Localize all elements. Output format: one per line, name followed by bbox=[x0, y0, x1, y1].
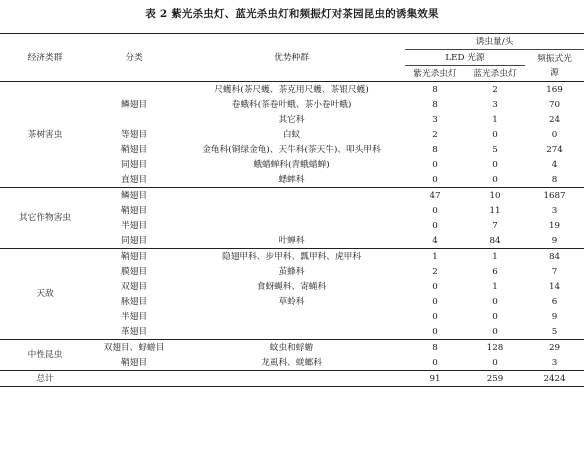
header-group: 经济类群 bbox=[0, 34, 90, 82]
table-caption: 表 2 紫光杀虫灯、蓝光杀虫灯和频振灯对茶园昆虫的诱集效果 bbox=[145, 8, 439, 20]
header-catch: 诱虫量/头 bbox=[405, 34, 584, 50]
blue-count: 0 bbox=[492, 159, 498, 170]
total-purple: 91 bbox=[405, 371, 465, 387]
family-cell: 食蚜蝇科、寄蝇科 bbox=[256, 281, 327, 292]
header-freq-line1: 频振式光 bbox=[537, 53, 572, 64]
family-cell bbox=[178, 188, 405, 204]
freq-count: 169 bbox=[546, 84, 563, 95]
freq-count: 24 bbox=[548, 114, 561, 125]
family-cell: 金龟科(铜绿金龟)、天牛科(茶天牛)、叩头甲科 bbox=[202, 144, 381, 155]
family-cell: 茧蜂科 bbox=[278, 266, 305, 277]
family-cell: 草蛉科 bbox=[278, 296, 305, 307]
purple-count: 2 bbox=[432, 266, 438, 277]
freq-count: 4 bbox=[551, 159, 558, 170]
blue-count: 2 bbox=[492, 84, 498, 95]
blue-count: 0 bbox=[465, 324, 525, 340]
family-cell: 叶蝉科 bbox=[178, 233, 405, 249]
order-cell: 等翅目 bbox=[120, 129, 148, 140]
table-body bbox=[0, 82, 584, 387]
purple-count: 0 bbox=[432, 281, 438, 292]
order-cell: 同翅目 bbox=[90, 233, 178, 249]
empty-cell bbox=[178, 371, 405, 387]
order-cell: 双翅目 bbox=[120, 281, 148, 292]
purple-count: 0 bbox=[432, 311, 438, 322]
blue-count: 5 bbox=[492, 144, 498, 155]
total-label: 总计 bbox=[0, 371, 90, 387]
family-cell: 其它科 bbox=[278, 114, 305, 125]
order-cell: 半翅目 bbox=[120, 220, 148, 231]
family-cell bbox=[178, 218, 405, 233]
order-cell: 鳞翅目 bbox=[120, 99, 148, 110]
blue-count: 6 bbox=[492, 266, 498, 277]
freq-count: 5 bbox=[525, 324, 584, 340]
order-cell: 鞘翅目 bbox=[120, 144, 148, 155]
purple-count: 8 bbox=[432, 342, 438, 353]
total-blue: 259 bbox=[465, 371, 525, 387]
purple-count: 4 bbox=[405, 233, 465, 249]
family-cell: 龙虱科、蜣螂科 bbox=[178, 355, 405, 371]
purple-count: 1 bbox=[432, 251, 438, 262]
purple-count: 0 bbox=[432, 220, 438, 231]
freq-count: 9 bbox=[551, 311, 558, 322]
total-freq: 2424 bbox=[525, 371, 584, 387]
blue-count: 11 bbox=[489, 205, 501, 216]
freq-count: 29 bbox=[548, 342, 561, 353]
order-cell: 鳞翅目 bbox=[120, 190, 148, 201]
family-cell: 蛾蜡蝉科(青蛾蜡蝉) bbox=[253, 159, 330, 170]
freq-count: 8 bbox=[525, 172, 584, 188]
blue-count: 0 bbox=[492, 296, 498, 307]
family-cell: 卷蛾科(茶卷叶蛾、茶小卷叶蛾) bbox=[231, 99, 352, 110]
purple-count: 0 bbox=[432, 159, 438, 170]
header-freq-line2: 源 bbox=[550, 67, 559, 78]
freq-count: 84 bbox=[548, 251, 561, 262]
group-name: 其它作物害虫 bbox=[0, 188, 90, 249]
freq-count: 1687 bbox=[543, 190, 566, 201]
blue-count: 84 bbox=[465, 233, 525, 249]
purple-count: 0 bbox=[432, 205, 438, 216]
freq-count: 70 bbox=[548, 99, 561, 110]
family-cell bbox=[178, 309, 405, 324]
freq-count: 3 bbox=[551, 205, 558, 216]
blue-count: 0 bbox=[492, 311, 498, 322]
purple-count: 8 bbox=[432, 84, 438, 95]
blue-count: 0 bbox=[465, 355, 525, 371]
family-cell: 蚊虫和蜉蝣 bbox=[269, 342, 314, 353]
purple-count: 47 bbox=[429, 190, 441, 201]
table-row bbox=[0, 82, 584, 98]
order-cell: 同翅目 bbox=[120, 159, 148, 170]
header-led: LED 光源 bbox=[405, 50, 525, 66]
purple-count: 0 bbox=[405, 355, 465, 371]
order-cell: 半翅目 bbox=[120, 311, 148, 322]
header-blue: 蓝光杀虫灯 bbox=[465, 66, 525, 82]
purple-count: 0 bbox=[405, 172, 465, 188]
freq-count: 0 bbox=[551, 129, 558, 140]
purple-count: 8 bbox=[432, 144, 438, 155]
insect-catch-table bbox=[0, 33, 584, 387]
blue-count: 0 bbox=[492, 129, 498, 140]
family-cell: 白蚁 bbox=[282, 129, 301, 140]
order-cell: 直翅目 bbox=[90, 172, 178, 188]
family-cell bbox=[178, 203, 405, 218]
empty-cell bbox=[90, 371, 178, 387]
group-name: 中性昆虫 bbox=[0, 340, 90, 371]
header-purple: 紫光杀虫灯 bbox=[405, 66, 465, 82]
freq-count: 14 bbox=[548, 281, 561, 292]
freq-count: 7 bbox=[551, 266, 558, 277]
order-cell: 革翅目 bbox=[90, 324, 178, 340]
blue-count: 1 bbox=[492, 114, 498, 125]
blue-count: 7 bbox=[492, 220, 498, 231]
order-cell: 双翅目、蜉蝣目 bbox=[103, 342, 165, 353]
table-row bbox=[0, 249, 584, 265]
blue-count: 1 bbox=[492, 251, 498, 262]
family-cell: 隐翅甲科、步甲科、瓢甲科、虎甲科 bbox=[222, 251, 361, 262]
blue-count: 1 bbox=[492, 281, 498, 292]
purple-count: 0 bbox=[432, 296, 438, 307]
family-cell bbox=[178, 324, 405, 340]
blue-count: 3 bbox=[492, 99, 498, 110]
order-cell: 膜翅目 bbox=[120, 266, 148, 277]
purple-count: 3 bbox=[432, 114, 438, 125]
freq-count: 19 bbox=[548, 220, 561, 231]
order-cell: 脉翅目 bbox=[120, 296, 148, 307]
order-cell: 鞘翅目 bbox=[120, 251, 148, 262]
purple-count: 2 bbox=[432, 129, 438, 140]
order-cell: 鞘翅目 bbox=[120, 205, 148, 216]
freq-count: 274 bbox=[546, 144, 563, 155]
group-name: 茶树害虫 bbox=[0, 82, 90, 188]
purple-count: 0 bbox=[405, 324, 465, 340]
group-name: 天敌 bbox=[0, 249, 90, 340]
order-cell: 鞘翅目 bbox=[90, 355, 178, 371]
freq-count: 9 bbox=[525, 233, 584, 249]
total-row bbox=[0, 371, 584, 387]
blue-count: 0 bbox=[465, 172, 525, 188]
purple-count: 8 bbox=[432, 99, 438, 110]
freq-count: 3 bbox=[525, 355, 584, 371]
freq-count: 6 bbox=[551, 296, 558, 307]
table-row bbox=[0, 340, 584, 356]
header-family: 优势种群 bbox=[178, 34, 405, 82]
table-row bbox=[0, 188, 584, 204]
blue-count: 128 bbox=[486, 342, 504, 353]
family-cell: 尺蠖科(茶尺蠖、茶克用尺蠖、茶银尺蠖) bbox=[214, 84, 369, 95]
family-cell: 蟋蟀科 bbox=[178, 172, 405, 188]
blue-count: 10 bbox=[489, 190, 501, 201]
header-order: 分类 bbox=[90, 34, 178, 82]
header-freq bbox=[525, 50, 584, 82]
